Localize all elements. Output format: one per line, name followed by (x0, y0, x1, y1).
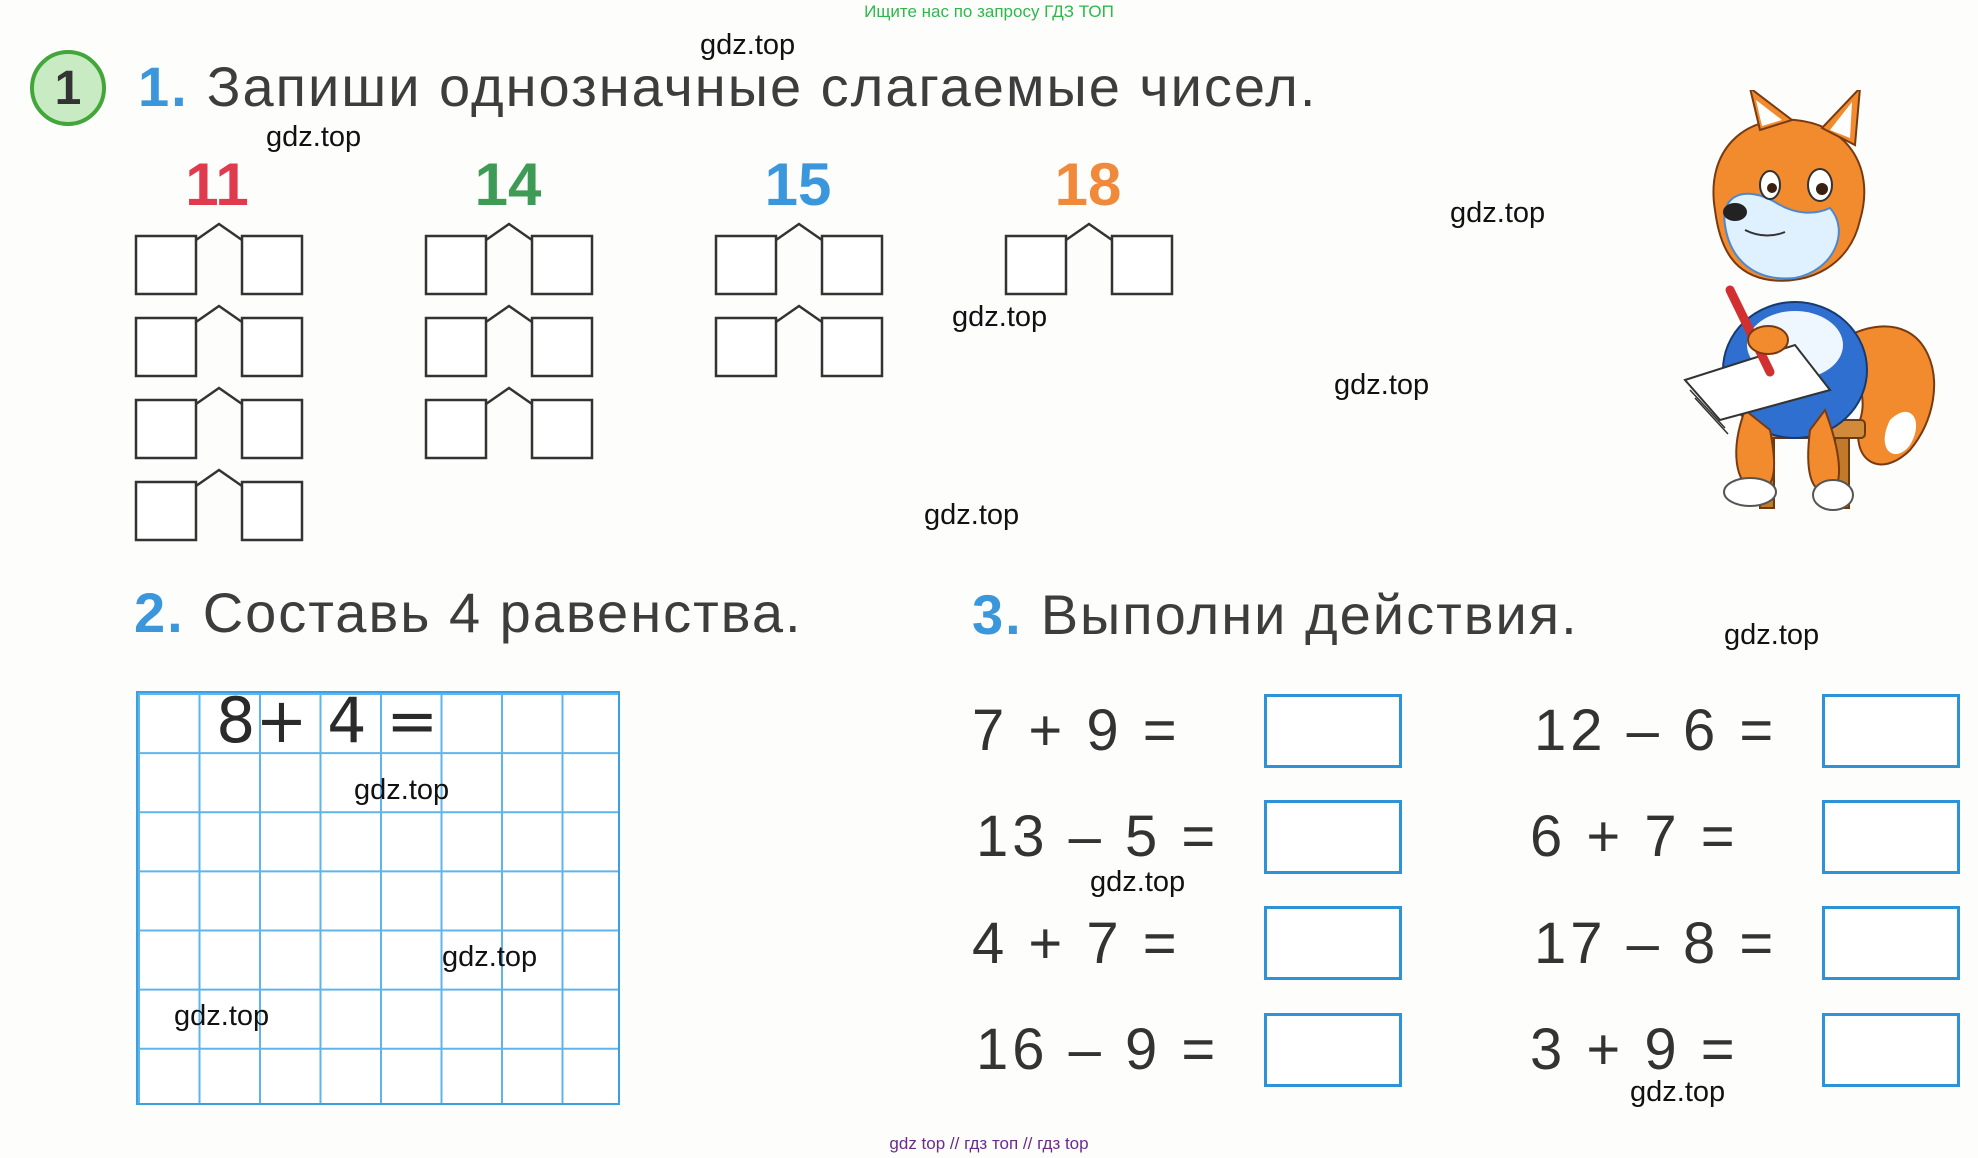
top-banner: Ищите нас по запросу ГДЗ ТОП (864, 2, 1114, 21)
task3-answer-box-left-2[interactable] (1264, 800, 1402, 874)
number-house-11-row-3[interactable] (136, 388, 302, 458)
watermark: gdz.top (1630, 1076, 1726, 1108)
number-house-11-row-4[interactable] (136, 470, 302, 540)
number-house-18-row-1[interactable] (1006, 224, 1172, 294)
watermark: gdz.top (442, 941, 538, 973)
task3-answer-box-left-1[interactable] (1264, 694, 1402, 768)
fox-writing-illustration (1530, 90, 1970, 530)
number-house-15-row-1[interactable] (716, 224, 882, 294)
task2-title: Составь 4 равенства. (202, 581, 803, 644)
number-house-15-row-2[interactable] (716, 306, 882, 376)
task3-answer-box-right-1[interactable] (1822, 694, 1960, 768)
task3-left-eq-3: 4 + 7 = (972, 911, 1181, 976)
watermark: gdz.top (1450, 197, 1546, 229)
task3-answer-box-right-3[interactable] (1822, 906, 1960, 980)
task2-heading (134, 580, 803, 645)
task3-answer-box-left-4[interactable] (1264, 1013, 1402, 1087)
bottom-banner: gdz top // гдз топ // гдз top (889, 1134, 1089, 1153)
task3-title: Выполни действия. (1040, 583, 1579, 646)
task3-heading (972, 582, 1579, 647)
task3-right-eq-3: 17 – 8 = (1534, 911, 1778, 976)
task3-left-eq-1: 7 + 9 = (972, 698, 1181, 763)
watermark: gdz.top (174, 1000, 270, 1032)
number-house-11-row-2[interactable] (136, 306, 302, 376)
number-house-11-row-1[interactable] (136, 224, 302, 294)
watermark: gdz.top (700, 29, 796, 61)
task3-right-eq-2: 6 + 7 = (1530, 804, 1739, 869)
watermark: gdz.top (1724, 619, 1820, 651)
task1-number: 1. (138, 55, 189, 118)
watermark: gdz.top (354, 774, 450, 806)
watermark: gdz.top (1090, 866, 1186, 898)
task3-right-eq-4: 3 + 9 = (1530, 1017, 1739, 1082)
task3-left-eq-2: 13 – 5 = (976, 804, 1220, 869)
number-house-14-row-2[interactable] (426, 306, 592, 376)
task3-answer-box-right-2[interactable] (1822, 800, 1960, 874)
number-label-11: 11 (185, 151, 249, 218)
task3-answer-box-left-3[interactable] (1264, 906, 1402, 980)
watermark: gdz.top (952, 301, 1048, 333)
number-label-14: 14 (474, 151, 542, 218)
task2-handwritten-equation: 8+ 4 = (216, 684, 439, 757)
task2-number: 2. (134, 581, 185, 644)
task3-left-eq-4: 16 – 9 = (976, 1017, 1220, 1082)
number-label-15: 15 (764, 151, 832, 218)
watermark: gdz.top (924, 499, 1020, 531)
lesson-number-badge: 1 (30, 50, 106, 126)
number-label-18: 18 (1054, 151, 1122, 218)
task3-number: 3. (972, 583, 1023, 646)
number-house-14-row-3[interactable] (426, 388, 592, 458)
watermark: gdz.top (266, 121, 362, 153)
number-house-14-row-1[interactable] (426, 224, 592, 294)
task3-answer-box-right-4[interactable] (1822, 1013, 1960, 1087)
task3-right-eq-1: 12 – 6 = (1534, 698, 1778, 763)
task1-title: Запиши однозначные слагаемые чисел. (206, 55, 1318, 118)
watermark: gdz.top (1334, 369, 1430, 401)
